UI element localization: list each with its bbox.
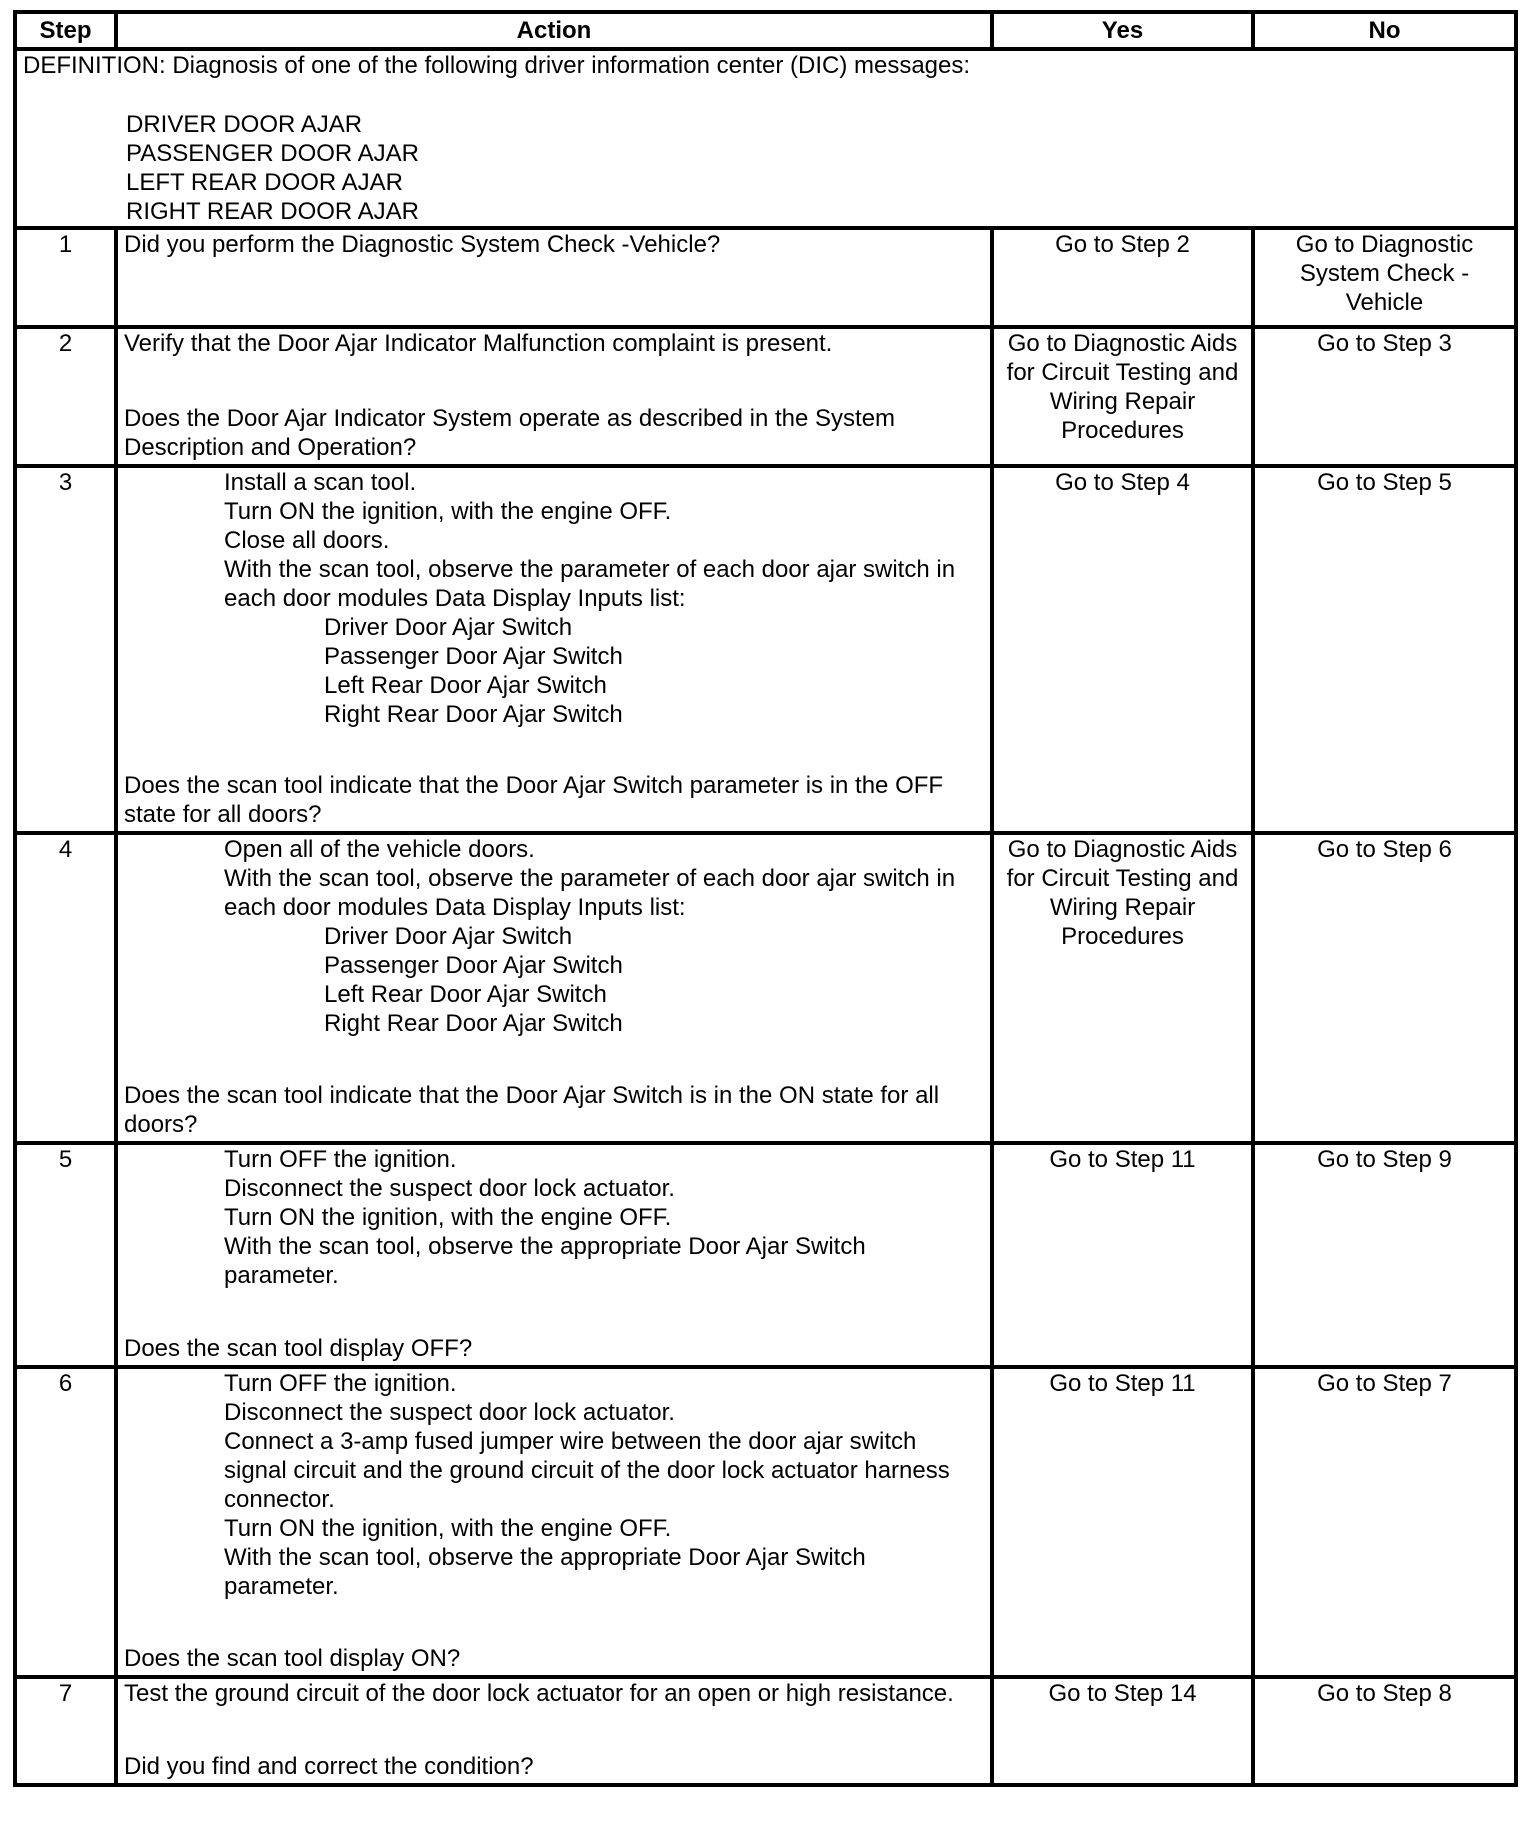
step-number: 3 (15, 466, 116, 833)
action-question: Did you perform the Diagnostic System Check -Vehicle? (124, 231, 721, 258)
action-item: Turn OFF the ignition. (224, 1370, 457, 1397)
action-item: Open all of the vehicle doors. (224, 836, 535, 863)
no-result: Go to Step 6 (1253, 833, 1516, 1143)
action-item: Turn ON the ignition, with the engine OFF. (224, 1515, 672, 1542)
switch-item: Left Rear Door Ajar Switch (324, 981, 607, 1008)
action-item: Disconnect the suspect door lock actuator. (224, 1175, 675, 1202)
action-item: Turn ON the ignition, with the engine OFF. (224, 1204, 672, 1231)
action-item: With the scan tool, observe the parameter of each door ajar switch in each door modules Data Display Inputs list: (224, 865, 956, 921)
definition-message: LEFT REAR DOOR AJAR (126, 169, 403, 196)
no-result: Go to Step 7 (1253, 1367, 1516, 1677)
action-instruction: Verify that the Door Ajar Indicator Malfunction complaint is present. (124, 330, 833, 357)
action-cell (116, 1143, 992, 1367)
step-row (15, 228, 1516, 327)
switch-item: Passenger Door Ajar Switch (324, 643, 623, 670)
action-item: With the scan tool, observe the parameter of each door ajar switch in each door modules Data Display Inputs list: (224, 556, 956, 612)
action-item: With the scan tool, observe the appropriate Door Ajar Switch parameter. (224, 1544, 866, 1600)
action-list (124, 468, 984, 613)
action-cell (116, 228, 992, 327)
switch-item: Driver Door Ajar Switch (324, 923, 573, 950)
step-number: 5 (15, 1143, 116, 1367)
yes-result: Go to Step 4 (992, 466, 1253, 833)
action-question: Did you find and correct the condition? (124, 1753, 534, 1780)
switch-item: Left Rear Door Ajar Switch (324, 672, 607, 699)
action-item: Disconnect the suspect door lock actuator. (224, 1399, 675, 1426)
switch-item: Passenger Door Ajar Switch (324, 952, 623, 979)
action-item: Turn ON the ignition, with the engine OFF. (224, 498, 672, 525)
yes-result: Go to Step 11 (992, 1143, 1253, 1367)
step-row (15, 1677, 1516, 1785)
switch-list (124, 613, 984, 729)
step-number: 2 (15, 327, 116, 466)
step-row (15, 833, 1516, 1143)
yes-result: Go to Step 2 (992, 228, 1253, 327)
action-cell (116, 327, 992, 466)
switch-item: Right Rear Door Ajar Switch (324, 1010, 623, 1037)
no-result: Go to Diagnostic System Check - Vehicle (1253, 228, 1516, 327)
yes-result: Go to Step 14 (992, 1677, 1253, 1785)
yes-result: Go to Diagnostic Aids for Circuit Testing and Wiring Repair Procedures (992, 833, 1253, 1143)
definition-row (15, 49, 1516, 228)
definition-text: DEFINITION: Diagnosis of one of the following driver information center (DIC) messages: (23, 52, 971, 79)
action-question: Does the Door Ajar Indicator System operate as described in the System Description and Operation? (124, 405, 896, 461)
switch-item: Driver Door Ajar Switch (324, 614, 573, 641)
action-list (124, 1369, 984, 1601)
header-row (15, 12, 1516, 49)
definition-message: DRIVER DOOR AJAR (126, 111, 363, 138)
action-question: Does the scan tool display OFF? (124, 1335, 473, 1362)
diagnostic-table (13, 10, 1518, 1787)
action-item: Turn OFF the ignition. (224, 1146, 457, 1173)
step-number: 7 (15, 1677, 116, 1785)
no-result: Go to Step 9 (1253, 1143, 1516, 1367)
yes-result: Go to Diagnostic Aids for Circuit Testing and Wiring Repair Procedures (992, 327, 1253, 466)
action-instruction: Test the ground circuit of the door lock actuator for an open or high resistance. (124, 1680, 954, 1707)
header-yes: Yes (992, 12, 1253, 49)
action-question: Does the scan tool display ON? (124, 1645, 461, 1672)
definition-message-list (23, 110, 1508, 226)
step-row (15, 466, 1516, 833)
header-action: Action (116, 12, 992, 49)
definition-cell (15, 49, 1516, 228)
action-question: Does the scan tool indicate that the Door Ajar Switch is in the ON state for all doors? (124, 1082, 940, 1138)
no-result: Go to Step 3 (1253, 327, 1516, 466)
action-cell (116, 1677, 992, 1785)
action-cell (116, 833, 992, 1143)
header-no: No (1253, 12, 1516, 49)
step-number: 1 (15, 228, 116, 327)
action-cell (116, 1367, 992, 1677)
yes-result: Go to Step 11 (992, 1367, 1253, 1677)
definition-message: RIGHT REAR DOOR AJAR (126, 198, 419, 225)
header-step: Step (15, 12, 116, 49)
action-question: Does the scan tool indicate that the Door Ajar Switch parameter is in the OFF state for all doors? (124, 772, 944, 828)
step-number: 6 (15, 1367, 116, 1677)
action-item: With the scan tool, observe the appropriate Door Ajar Switch parameter. (224, 1233, 866, 1289)
step-row (15, 327, 1516, 466)
no-result: Go to Step 5 (1253, 466, 1516, 833)
action-item: Install a scan tool. (224, 469, 417, 496)
no-result: Go to Step 8 (1253, 1677, 1516, 1785)
definition-message: PASSENGER DOOR AJAR (126, 140, 419, 167)
action-item: Close all doors. (224, 527, 390, 554)
action-list (124, 1145, 984, 1290)
step-number: 4 (15, 833, 116, 1143)
switch-list (124, 922, 984, 1038)
action-item: Connect a 3-amp fused jumper wire between the door ajar switch signal circuit and the ground circuit of the door lock actuator harness connector. (224, 1428, 950, 1513)
action-cell (116, 466, 992, 833)
step-row (15, 1143, 1516, 1367)
step-row (15, 1367, 1516, 1677)
switch-item: Right Rear Door Ajar Switch (324, 701, 623, 728)
action-list (124, 835, 984, 922)
